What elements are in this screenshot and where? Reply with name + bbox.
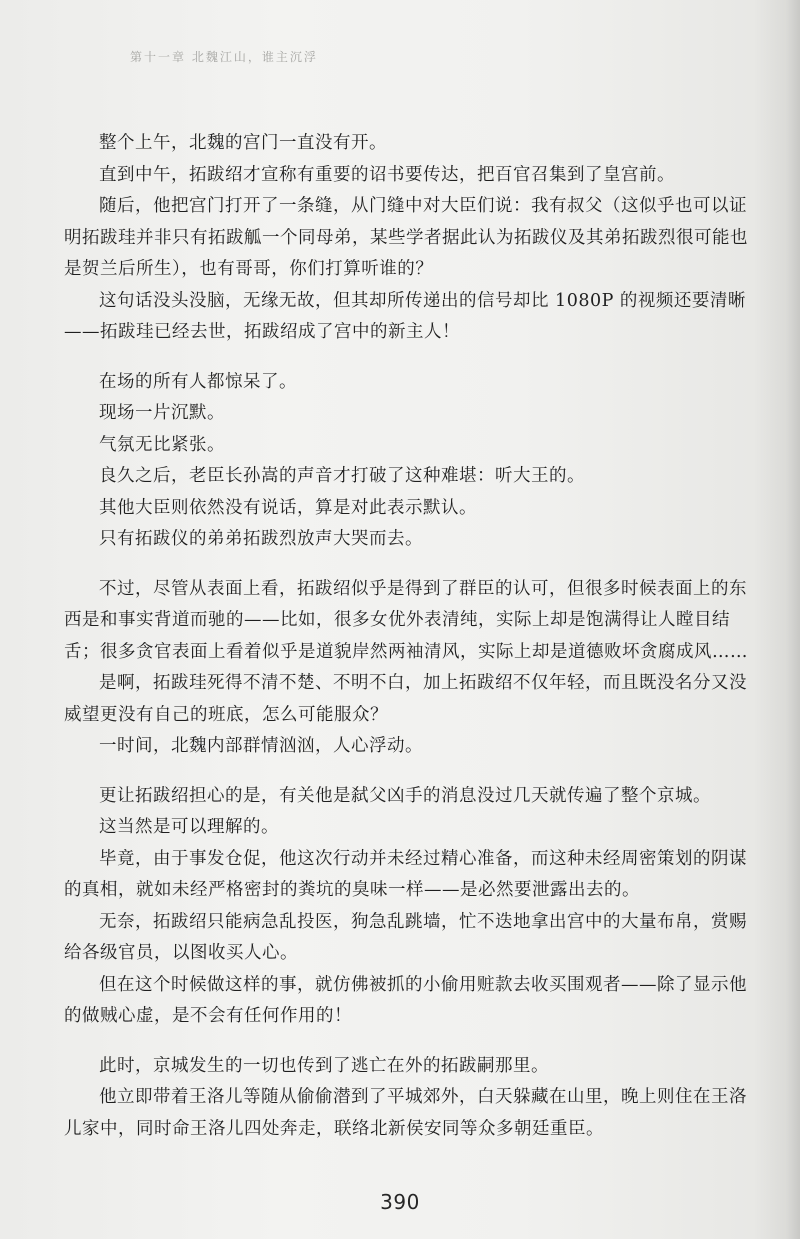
paragraph: 不过，尽管从表面上看，拓跋绍似乎是得到了群臣的认可，但很多时候表面上的东西是和事实背道而驰的——比如，很多女优外表清纯，实际上却是饱满得让人瞠目结舌；很多贪官表面上看着似乎是道貌岸然两袖清风，实际上却是道德败坏贪腐成风…… [64, 578, 748, 662]
page-edge-shadow [754, 0, 800, 1239]
paragraph: 但在这个时候做这样的事，就仿佛被抓的小偷用赃款去收买围观者——除了显示他的做贼心虚，是不会有任何作用的！ [64, 974, 747, 1026]
section-gap [64, 1033, 752, 1051]
paragraph: 他立即带着王洛儿等随从偷偷潜到了平城郊外，白天躲藏在山里，晚上则住在王洛儿家中，同时命王洛儿四处奔走，联络北新侯安同等众多朝廷重臣。 [64, 1087, 747, 1139]
running-head: 第十一章 北魏江山，谁主沉浮 [130, 50, 318, 64]
paragraph: 现场一片沉默。 [99, 403, 225, 423]
paragraph: 只有拓跋仪的弟弟拓跋烈放声大哭而去。 [99, 529, 423, 549]
paragraph: 一时间，北魏内部群情汹汹，人心浮动。 [99, 736, 423, 756]
body-text [64, 128, 752, 1145]
paragraph: 更让拓跋绍担心的是，有关他是弑父凶手的消息没过几天就传遍了整个京城。 [99, 785, 711, 806]
paragraph: 是啊，拓跋珪死得不清不楚、不明不白，加上拓跋绍不仅年轻，而且既没名分又没威望更没有自己的班底，怎么可能服众？ [64, 673, 747, 725]
section-gap [64, 556, 752, 574]
paragraph: 在场的所有人都惊呆了。 [99, 371, 297, 392]
paragraph: 直到中午，拓跋绍才宣称有重要的诏书要传达，把百官召集到了皇宫前。 [99, 164, 675, 185]
paragraph: 无奈，拓跋绍只能病急乱投医，狗急乱跳墙，忙不迭地拿出宫中的大量布帛，赏赐给各级官员，以图收买人心。 [64, 911, 747, 963]
paragraph: 毕竟，由于事发仓促，他这次行动并未经过精心准备，而这种未经周密策划的阴谋的真相，就如未经严格密封的粪坑的臭味一样——是必然要泄露出去的。 [64, 848, 747, 900]
paragraph: 整个上午，北魏的宫门一直没有开。 [99, 133, 387, 153]
paragraph: 良久之后，老臣长孙嵩的声音才打破了这种难堪：听大王的。 [99, 466, 585, 486]
page-number: 390 [380, 1190, 420, 1214]
paragraph: 随后，他把宫门打开了一条缝，从门缝中对大臣们说：我有叔父（这似乎也可以证明拓跋珪并非只有拓跋觚一个同母弟，某些学者据此认为拓跋仪及其弟拓跋烈很可能也是贺兰后所生），也有哥哥，你们打算听谁的？ [64, 196, 748, 279]
paragraph: 此时，京城发生的一切也传到了逃亡在外的拓跋嗣那里。 [99, 1055, 549, 1076]
section-gap [64, 349, 752, 367]
section-gap [64, 763, 752, 781]
paragraph: 这句话没头没脑，无缘无故，但其却所传递出的信号却比 1080P 的视频还要清晰——拓跋珪已经去世，拓跋绍成了宫中的新主人！ [64, 290, 746, 342]
paragraph: 这当然是可以理解的。 [99, 817, 279, 837]
paragraph: 气氛无比紧张。 [99, 434, 225, 455]
paragraph: 其他大臣则依然没有说话，算是对此表示默认。 [99, 497, 477, 518]
